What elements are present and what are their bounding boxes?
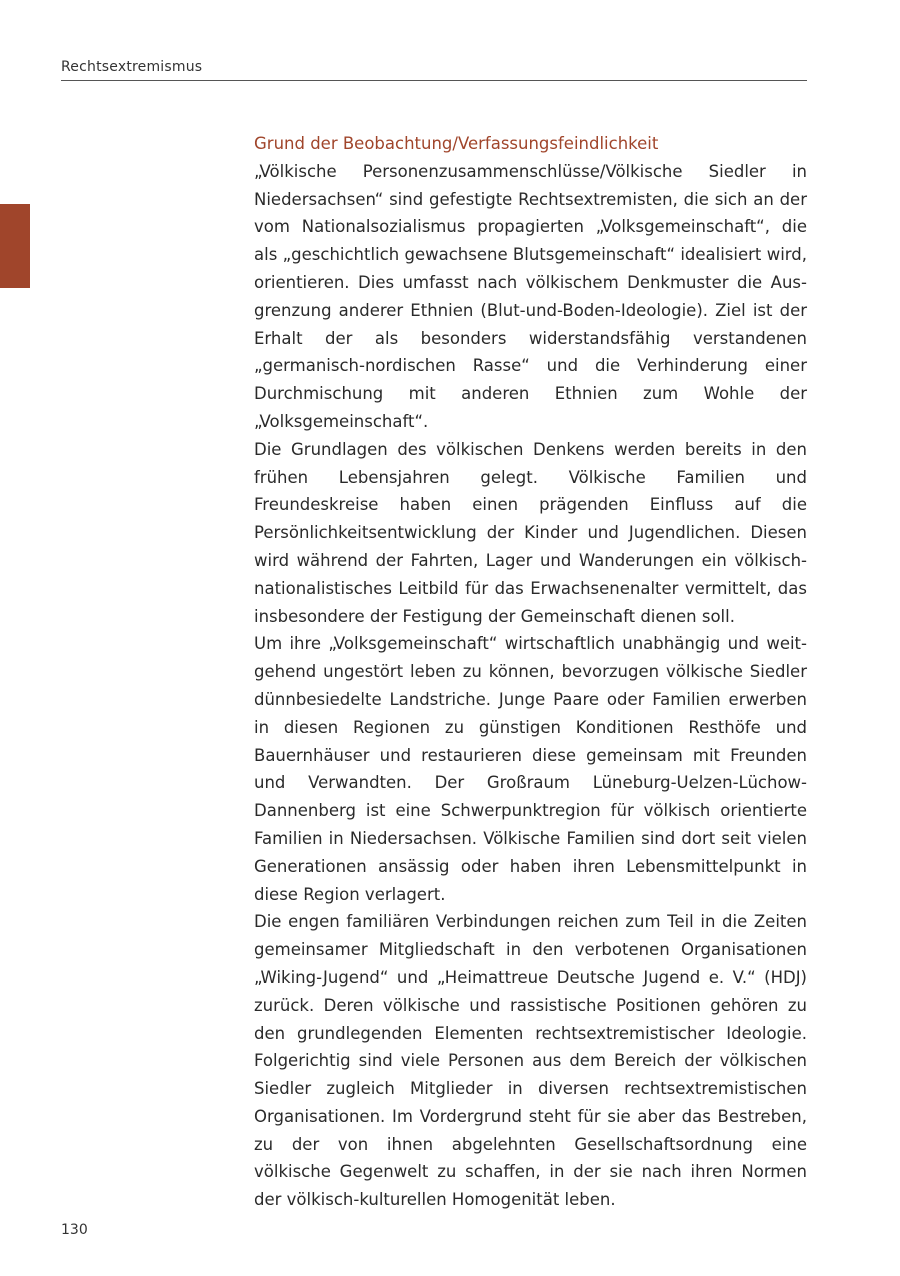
running-head-title: Rechtsextremismus bbox=[61, 59, 203, 75]
main-content bbox=[254, 130, 807, 1214]
paragraph-4: Die engen familiären Verbindungen reichen zum Teil in die Zeiten gemeinsamer Mitgliedschaft in den verbotenen Organisationen „Wiking-Jugend“ und „Heimattreue Deutsche Jugend e. V.“ (HDJ) zurück. Deren völkische und rassistische Positionen gehören zu den grundlegenden Elementen rechtsextremistischer Ideologie. Folgerichtig sind viele Personen aus dem Bereich der völkischen Siedler zugleich Mitglieder in diversen rechtsextremistischen Organisationen. Im Vordergrund steht für sie aber das Bestreben, zu der von ihnen abgelehnten Gesellschaftsordnung eine völkische Gegenwelt zu schaffen, in der sie nach ihren Normen der völkisch-kulturellen Homogenität leben. bbox=[254, 912, 807, 1210]
header-rule bbox=[61, 80, 807, 81]
page-number: 130 bbox=[61, 1222, 88, 1238]
paragraph-2: Die Grundlagen des völkischen Denkens werden bereits in den frühen Lebensjahren gelegt. Völkische Familien und Freundeskreise haben einen prägenden Einfluss auf die Persönlichkeitsentwicklung der Kinder und Jugendlichen. Diesen wird während der Fahrten, Lager und Wanderungen ein völkisch-nationalistisches Leitbild für das Erwachsenenalter vermittelt, das insbesondere der Festigung der Gemeinschaft dienen soll. bbox=[254, 439, 807, 626]
chapter-tab-marker bbox=[0, 204, 30, 288]
paragraph-1: „Völkische Personenzusammenschlüsse/Völkische Siedler in Niedersachsen“ sind gefestigte Rechtsextremisten, die sich an der vom Nationalsozialismus propagierten „Volksgemeinschaft“, die als „geschichtlich gewachsene Blutsgemeinschaft“ idealisiert wird, orientieren. Dies umfasst nach völkischem Denkmuster die Ausgrenzung anderer Ethnien (Blut-und-Boden-Ideologie). Ziel ist der Erhalt der als besonders widerstandsfähig verstandenen „germanisch-nordischen Rasse“ und die Verhinderung einer Durchmischung mit anderen Ethnien zum Wohle der „Volksgemeinschaft“. bbox=[254, 161, 807, 431]
paragraph-3: Um ihre „Volksgemeinschaft“ wirtschaftlich unabhängig und weitgehend ungestört leben zu können, bevorzugen völkische Siedler dünnbesiedelte Landstriche. Junge Paare oder Familien erwerben in diesen Regionen zu günstigen Konditionen Resthöfe und Bauernhäuser und restaurieren diese gemeinsam mit Freunden und Verwandten. Der Großraum Lüneburg-Uelzen-Lüchow-Dannenberg ist eine Schwerpunktregion für völkisch orientierte Familien in Niedersachsen. Völkische Familien sind dort seit vielen Generationen ansässig oder haben ihren Lebensmittelpunkt in diese Region verlagert. bbox=[254, 634, 807, 904]
section-heading: Grund der Beobachtung/Verfassungsfeindlichkeit bbox=[254, 134, 659, 153]
